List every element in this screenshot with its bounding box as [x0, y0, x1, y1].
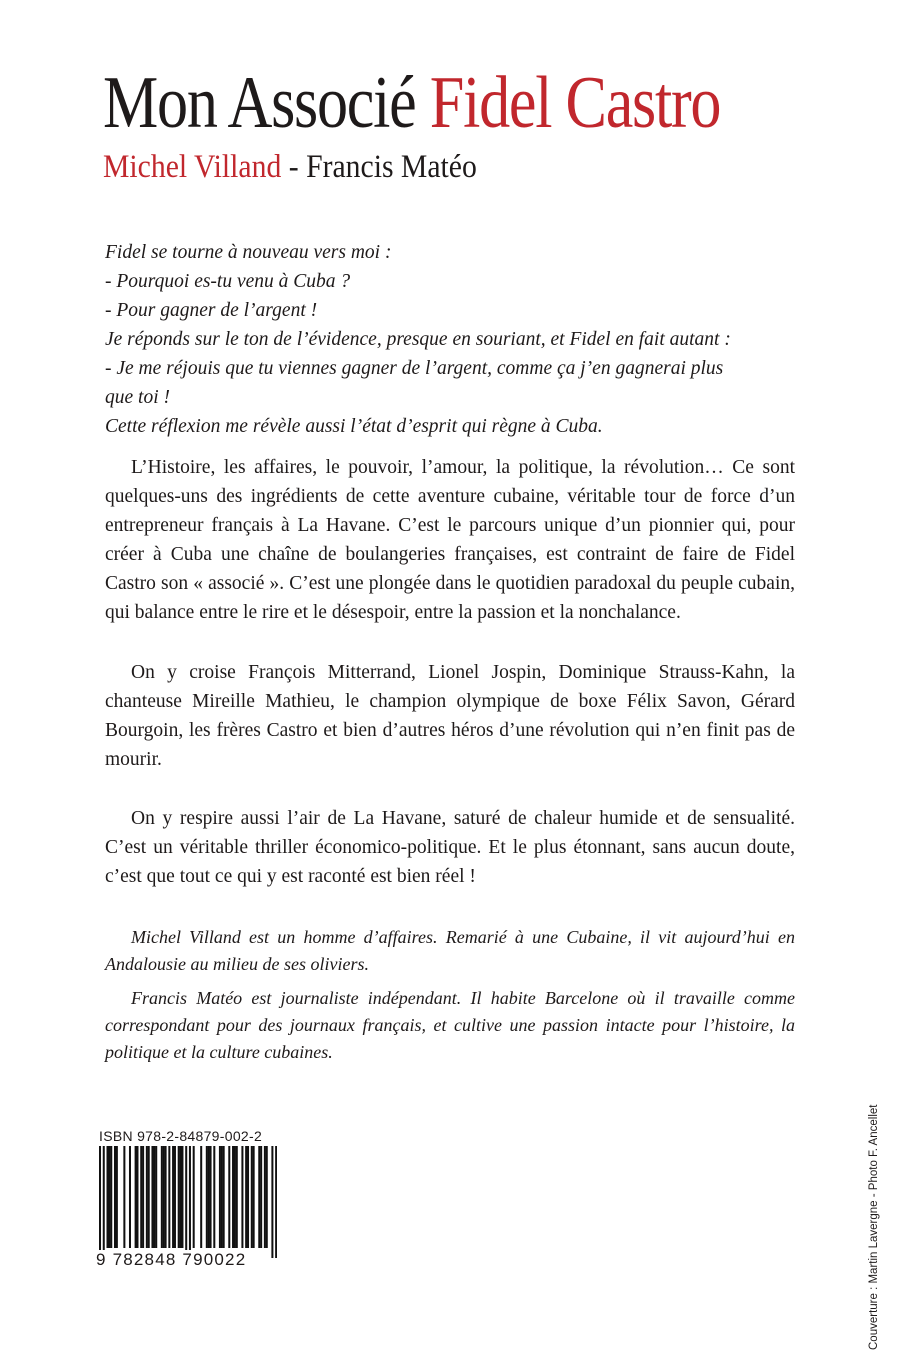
barcode-bar [264, 1146, 266, 1248]
barcode-bar [180, 1146, 182, 1248]
author-2: Francis Matéo [306, 149, 477, 185]
title-part-1: Mon Associé [103, 62, 416, 144]
barcode-bar [189, 1146, 191, 1258]
barcode-bar [266, 1146, 268, 1248]
barcode-bar [245, 1146, 247, 1248]
barcode-bar [172, 1146, 174, 1248]
barcode-bar [165, 1146, 167, 1248]
summary-paragraph-1: L’Histoire, les affaires, le pouvoir, l’amour, la politique, la révolution… Ce sont quelques-uns des ingrédients de cette aventure cubaine, véritable tour de force d’un entrepreneur français à La Havane. C’est le parcours unique d’un pionnier qui, pour créer à Cuba une chaîne de boulangeries françaises, est contraint de faire de Fidel Castro son « associé ». C’est une plongée dans le quotidien paradoxal du peuple cubain, qui balance entre le rire et le désespoir, entre la passion et la nonchalance. [105, 457, 795, 623]
quote-line: - Je me réjouis que tu viennes gagner de l’argent, comme ça j’en gagnerai plus [105, 358, 724, 379]
barcode-bar [221, 1146, 223, 1248]
barcode [99, 1146, 277, 1266]
barcode-bar [253, 1146, 255, 1248]
barcode-bar [108, 1146, 110, 1248]
barcode-bar [135, 1146, 137, 1248]
barcode-bar [136, 1146, 138, 1248]
barcode-bar [185, 1146, 187, 1258]
barcode-bar [236, 1146, 238, 1248]
barcode-bar [206, 1146, 208, 1248]
barcode-bar [114, 1146, 116, 1248]
barcode-bar [219, 1146, 221, 1248]
barcode-bar [142, 1146, 144, 1248]
barcode-bar [168, 1146, 170, 1248]
summary-paragraph-2: On y croise François Mitterrand, Lionel Jospin, Dominique Strauss-Kahn, la chanteuse Mireille Mathieu, le champion olympique de boxe Félix Savon, Gérard Bourgoin, les frères Castro et bien d’autres héros d’une révolution qui n’en finit pas de mourir. [105, 662, 795, 770]
barcode-bar [155, 1146, 157, 1248]
barcode-bar [251, 1146, 253, 1248]
barcode-bar [181, 1146, 183, 1248]
barcode-bar [148, 1146, 150, 1248]
barcode-bar [213, 1146, 215, 1248]
barcode-bar [241, 1146, 243, 1248]
barcode-bars [99, 1146, 277, 1258]
title-part-2: Fidel Castro [429, 62, 721, 144]
book-title [103, 60, 721, 146]
barcode-bar [151, 1146, 153, 1248]
barcode-bar [153, 1146, 155, 1248]
barcode-bar [106, 1146, 108, 1248]
author-1: Michel Villand [103, 149, 282, 185]
barcode-bar [232, 1146, 234, 1248]
barcode-bar [146, 1146, 148, 1248]
quote-line: Cette réflexion me révèle aussi l’état d’esprit qui règne à Cuba. [105, 416, 603, 437]
barcode-bar [174, 1146, 176, 1248]
quote-line: que toi ! [105, 387, 170, 408]
barcode-bar [271, 1146, 273, 1258]
barcode-bar [193, 1146, 195, 1248]
author-separator: - [281, 149, 307, 185]
barcode-number: 9 782848 790022 [96, 1250, 247, 1269]
author-bio-villand: Michel Villand est un homme d’affaires. Remarié à une Cubaine, il vit aujourd’hui en Andalousie au milieu de ses oliviers. [105, 927, 795, 974]
summary-paragraph-3: On y respire aussi l’air de La Havane, saturé de chaleur humide et de sensualité. C’est un véritable thriller économico-politique. Et le plus étonnant, sans aucun doute, c’est que tout ce qui y est raconté est bien réel ! [105, 808, 795, 887]
barcode-bar [234, 1146, 236, 1248]
barcode-bar [247, 1146, 249, 1248]
cover-credit: Couverture : Martin Lavergne - Photo F. Ancellet [868, 1104, 880, 1350]
barcode-bar [228, 1146, 230, 1248]
barcode-bar [116, 1146, 118, 1248]
excerpt-quote [105, 238, 785, 441]
barcode-bar [200, 1146, 202, 1248]
barcode-bar [103, 1146, 105, 1258]
barcode-bar [163, 1146, 165, 1248]
barcode-bar [258, 1146, 260, 1248]
barcode-bar [260, 1146, 262, 1248]
barcode-bar [208, 1146, 210, 1248]
barcode-bar [123, 1146, 125, 1248]
barcode-bar [210, 1146, 212, 1248]
barcode-bar [223, 1146, 225, 1248]
barcode-bar [129, 1146, 131, 1248]
barcode-bar [275, 1146, 277, 1258]
quote-line: - Pourquoi es-tu venu à Cuba ? [105, 271, 351, 292]
barcode-bar [140, 1146, 142, 1248]
author-bio-mateo: Francis Matéo est journaliste indépendant. Il habite Barcelone où il travaille comme correspondant pour des journaux français, et cultive une passion intacte pour l’histoire, la politique et la culture cubaines. [105, 988, 795, 1062]
barcode-bar [99, 1146, 101, 1258]
quote-line: - Pour gagner de l’argent ! [105, 300, 318, 321]
authors-line [103, 146, 477, 188]
quote-line: Fidel se tourne à nouveau vers moi : [105, 242, 392, 263]
barcode-bar [178, 1146, 180, 1248]
barcode-bar [161, 1146, 163, 1248]
isbn-label: ISBN 978-2-84879-002-2 [99, 1128, 263, 1144]
barcode-bar [110, 1146, 112, 1248]
quote-line: Je réponds sur le ton de l’évidence, presque en souriant, et Fidel en fait autant : [105, 329, 731, 350]
